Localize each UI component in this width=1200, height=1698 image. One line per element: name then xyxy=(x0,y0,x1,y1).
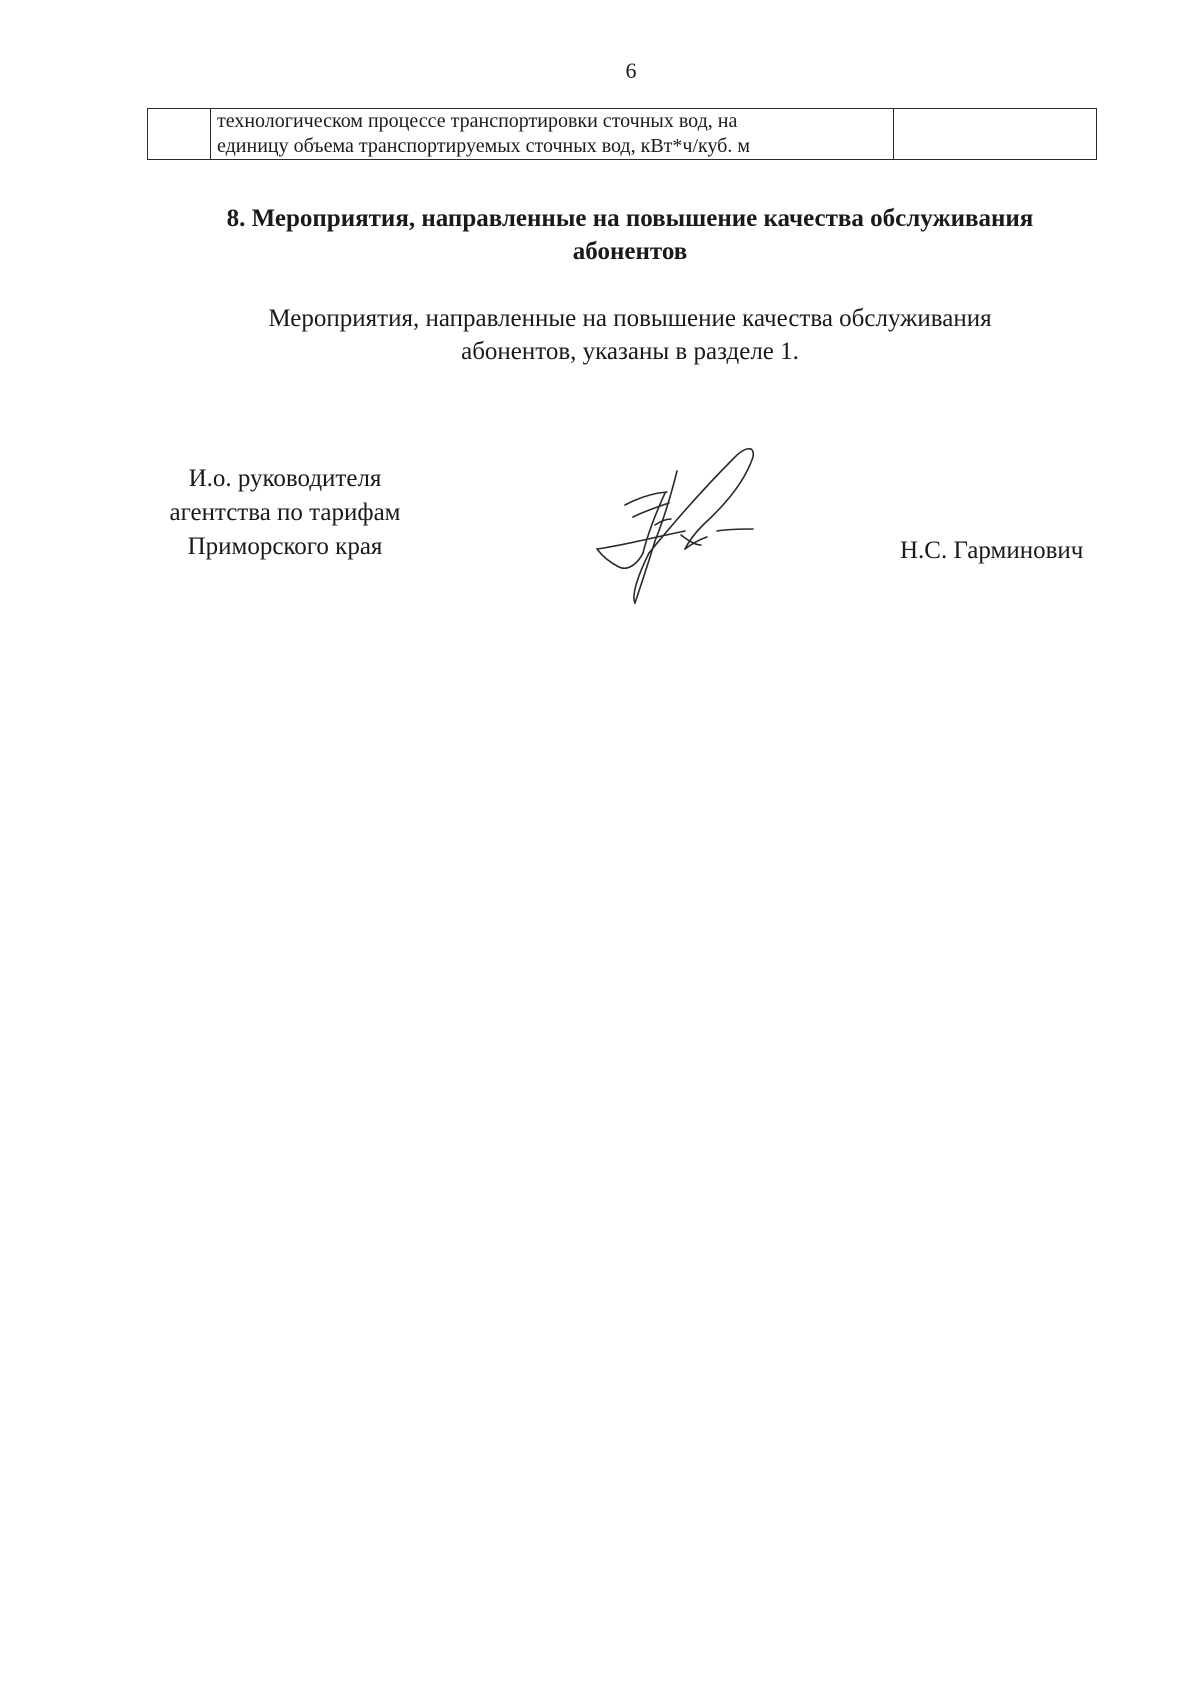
section-heading-line: абонентов xyxy=(572,238,688,265)
section-body-line: Мероприятия, направленные на повышение качества обслуживания xyxy=(268,305,992,332)
signer-position-line: Приморского края xyxy=(187,533,383,560)
signer-name: Н.С. Гарминович xyxy=(900,537,1084,564)
handwritten-signature xyxy=(585,445,785,610)
section-heading-line: 8. Мероприятия, направленные на повышение качества обслуживания xyxy=(226,205,1034,232)
indicator-table xyxy=(147,108,1097,160)
table-row xyxy=(148,109,1097,160)
row-description-line: единицу объема транспортируемых сточных вод, кВт*ч/куб. м xyxy=(217,135,751,157)
signer-position-line: И.о. руководителя xyxy=(188,465,382,492)
signer-position xyxy=(140,462,430,564)
section-body-text xyxy=(200,302,1060,368)
page-number: 6 xyxy=(625,58,637,83)
row-value-cell xyxy=(894,109,1097,160)
section-body-line: абонентов, указаны в разделе 1. xyxy=(461,338,799,365)
row-description-line: технологическом процессе транспортировки сточных вод, на xyxy=(217,110,738,132)
row-description-cell xyxy=(211,109,894,160)
section-heading xyxy=(150,202,1110,268)
row-number-cell xyxy=(148,109,211,160)
signer-position-line: агентства по тарифам xyxy=(169,499,401,526)
